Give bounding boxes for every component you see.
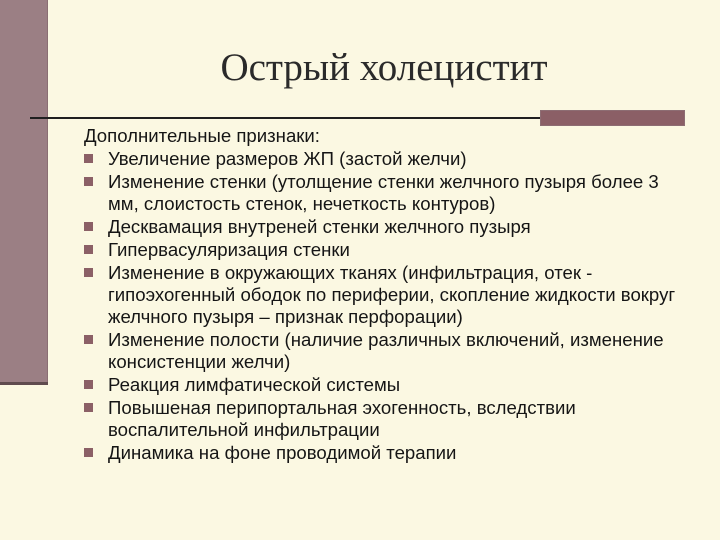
title-divider-accent-fill [541, 111, 684, 125]
list-item-text: Десквамация внутреней стенки желчного пузыря [108, 216, 531, 237]
list-item [84, 397, 684, 441]
square-bullet-icon [84, 222, 93, 231]
square-bullet-icon [84, 448, 93, 457]
square-bullet-icon [84, 245, 93, 254]
list-item-text: Повышеная перипортальная эхогенность, вследствии воспалительной инфильтрации [108, 397, 576, 440]
square-bullet-icon [84, 154, 93, 163]
slide-content [84, 124, 684, 465]
list-item-text: Гипервасуляризация стенки [108, 239, 350, 260]
list-item-text: Динамика на фоне проводимой терапии [108, 442, 457, 463]
square-bullet-icon [84, 403, 93, 412]
list-item-text: Реакция лимфатической системы [108, 374, 401, 395]
bullet-list [84, 148, 684, 464]
title-divider [30, 117, 540, 119]
list-item-text: Изменение стенки (утолщение стенки желчного пузыря более 3 мм, слоистость стенок, нечеткость контуров) [108, 171, 659, 214]
square-bullet-icon [84, 177, 93, 186]
square-bullet-icon [84, 268, 93, 277]
square-bullet-icon [84, 335, 93, 344]
left-accent-bar [0, 0, 47, 384]
list-item-text: Изменение полости (наличие различных включений, изменение консистенции желчи) [108, 329, 664, 372]
list-item-text: Изменение в окружающих тканях (инфильтрация, отек - гипоэхогенный ободок по периферии, скопление жидкости вокруг желчного пузыря – признак перфорации) [108, 262, 676, 327]
square-bullet-icon [84, 380, 93, 389]
intro-text: Дополнительные признаки: [84, 125, 320, 146]
slide-title: Острый холецистит [220, 46, 548, 89]
list-item [84, 374, 684, 396]
list-item [84, 329, 684, 373]
list-item [84, 442, 684, 464]
left-accent-bar-foot [0, 382, 48, 385]
list-item-text: Увеличение размеров ЖП (застой желчи) [108, 148, 467, 169]
list-item [84, 216, 684, 238]
list-item [84, 148, 684, 170]
list-item [84, 239, 684, 261]
list-item [84, 171, 684, 215]
list-item [84, 262, 684, 328]
